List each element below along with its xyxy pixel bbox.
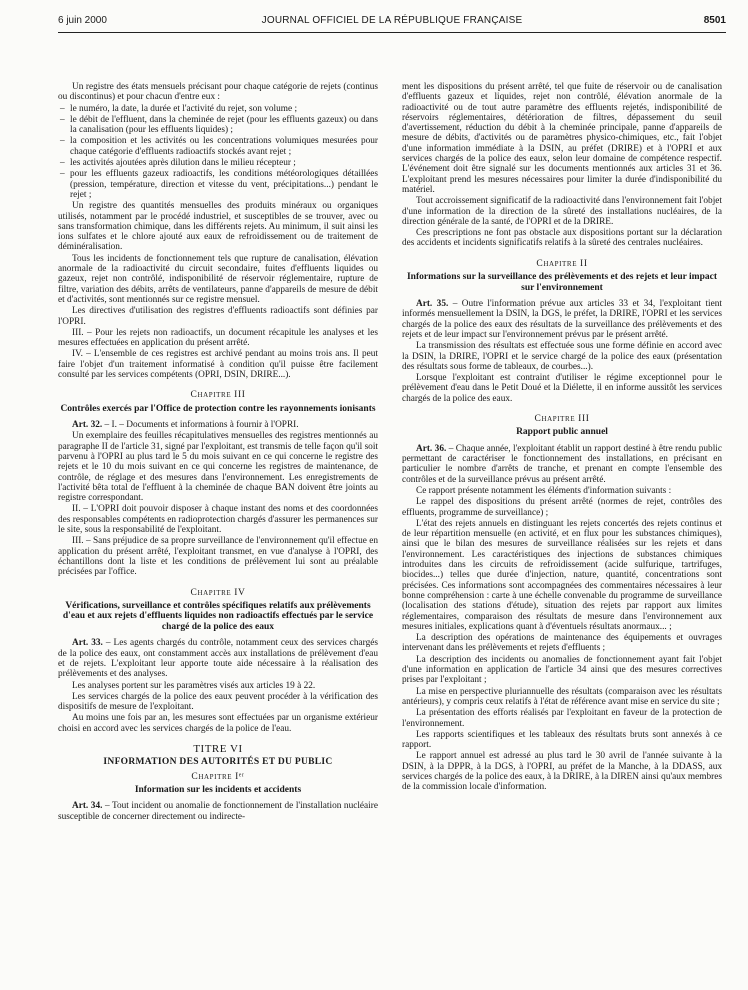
paragraph: La transmission des résultats est effectuée sous une forme définie en accord avec la DSIN, la DRIRE, l'OPRI et le service chargé de la police des eaux (présentation des résultats sous forme de tableaux, de courbes...). bbox=[402, 341, 722, 372]
header-date: 6 juin 2000 bbox=[58, 15, 107, 26]
paragraph: Un exemplaire des feuilles récapitulatives mensuelles des registres mentionnés au paragraphe II de l'article 31, signé par l'exploitant, est transmis de telle façon qu'il soit parvenu à l'OPRI au plus tard le 5 du mois suivant en ce qui concerne le registre des rejets et le 10 du mois suivant en ce qui concerne les registres de maintenance, de contrôle, de réglage et des mesures dans l'environnement. Les enregistrements de l'activité bêta total de l'effluent à la cheminée de chaque BAN doivent être joints au registre correspondant. bbox=[58, 431, 378, 504]
title-heading: TITRE VI bbox=[193, 743, 243, 756]
article-label: Art. 34. bbox=[72, 801, 103, 812]
header-rule bbox=[58, 32, 726, 33]
paragraph: ment les dispositions du présent arrêté, tel que fuite de réservoir ou de canalisation d'effluents gazeux et liquides, rejet non contrôlé, élévation anormale de la radioactivité ou de tout autre paramètre des effluents rejetés, indisponibilité de réservoirs réglementaires, détérioration de filtres, dépassement du seuil d'avertissement, réduction du débit à la cheminée principale, panne d'appareils de mesure de débits, d'activités ou de paramètres physico-chimiques, etc., fait l'objet d'une information immédiate à la DSIN, au préfet (DRIRE) et à l'OPRI et aux services chargés de la police des eaux, selon leur domaine de compétence respectif. L'événement doit être signalé sur les documents mentionnés aux articles 31 et 36. L'exploitant prend les mesures nécessaires pour limiter la durée d'indisponibilité du matériel. bbox=[402, 82, 722, 195]
article-text: – Chaque année, l'exploitant établit un rapport destiné à être rendu public permettant de caractériser le fonctionnement des installations, en précisant en particulier le nombre d'arrêts de tranche, et prenant en compte l'ensemble des contrôles et de la surveillance prévus au présent arrêté. bbox=[402, 443, 722, 485]
paragraph: Le rappel des dispositions du présent arrêté (normes de rejet, contrôles des effluents, programme de surveillance) ; bbox=[402, 497, 722, 518]
chapter-title: Information sur les incidents et accidents bbox=[134, 784, 302, 795]
list-item: – le numéro, la date, la durée et l'activité du rejet, son volume ; bbox=[58, 104, 378, 114]
page-header bbox=[58, 13, 726, 29]
paragraph: Tout accroissement significatif de la radioactivité dans l'environnement fait l'objet d'une information de la direction de la sûreté des installations nucléaires, de la direction générale de la santé, de l'OPRI et de la DRIRE. bbox=[402, 196, 722, 227]
article-35 bbox=[402, 299, 722, 340]
article-label: Art. 32. bbox=[72, 420, 103, 431]
paragraph: III. – Sans préjudice de sa propre surveillance de l'environnement qu'il effectue en application du présent arrêté, l'exploitant transmet, en vue d'analyse à l'OPRI, des échantillons dont la liste et les conditions de prélèvement lui sont au préalable précisées par l'office. bbox=[58, 536, 378, 578]
paragraph: IV. – L'ensemble de ces registres est archivé pendant au moins trois ans. Il peut faire l'objet d'un traitement informatisé à condition qu'il puisse être facilement consulté par les services compétents (OPRI, DSIN, DRIRE...). bbox=[58, 349, 378, 381]
title-subheading: INFORMATION DES AUTORITÉS ET DU PUBLIC bbox=[103, 757, 333, 768]
article-33 bbox=[58, 638, 378, 679]
chapter-title: Informations sur la surveillance des prélèvements et des rejets et leur impact sur l'environnement bbox=[406, 272, 718, 293]
article-36 bbox=[402, 444, 722, 485]
article-32 bbox=[58, 420, 378, 430]
paragraph: II. – L'OPRI doit pouvoir disposer à chaque instant des noms et des coordonnées des responsables compétents en radioprotection chargés d'assurer les permanences sur le site, sous la responsabilité de l'exploitant. bbox=[58, 504, 378, 536]
paragraph: Au moins une fois par an, les mesures sont effectuées par un organisme extérieur choisi en accord avec les services chargés de la police de l'eau. bbox=[58, 713, 378, 734]
list-item: – les activités ajoutées après dilution dans le milieu récepteur ; bbox=[58, 158, 378, 168]
page-number: 8501 bbox=[703, 15, 726, 26]
paragraph: Tous les incidents de fonctionnement tels que rupture de canalisation, élévation anormale de la radioactivité du circuit secondaire, fuites d'effluents liquides ou gazeux, rejet non contrôlé, indisponibilité de réservoir réglementaire, rupture de filtre, variation des débits, arrêts de ventilateurs, panne d'appareils de mesure de débit et d'activités, sont mentionnés sur ce registre mensuel. bbox=[58, 253, 378, 305]
article-text: – Les agents chargés du contrôle, notamment ceux des services chargés de la police des eaux, ont constamment accès aux installations de prélèvement d'eau et de rejets. L'exploitant leur apporte toute aide nécessaire à la réalisation des prélèvements et des analyses. bbox=[58, 638, 378, 680]
left-column bbox=[58, 82, 378, 982]
article-text: – Tout incident ou anomalie de fonctionnement de l'installation nucléaire susceptible de concerner directement ou indirecte- bbox=[58, 801, 378, 822]
paragraph: Un registre des quantités mensuelles des produits minéraux ou organiques utilisés, notamment par le procédé industriel, et susceptibles de se trouver, avec ou sans transformation chimique, dans les différents rejets. Au minimum, il suit ainsi les ions sulfates et le chlore ajouté aux eaux de refroidissement ou de traitement de déminéralisation. bbox=[58, 201, 378, 253]
article-label: Art. 33. bbox=[72, 638, 103, 649]
paragraph: L'état des rejets annuels en distinguant les rejets concertés des rejets continus et de leur répartition mensuelle (en activité, et en flux pour les substances chimiques), ainsi que le bilan des mesures de surveillance réalisées sur les rejets et dans l'environnement. Les caractéristiques des injections de substances chimiques introduites dans les circuits de refroidissement (acide sulfurique, tartrifuges, biocides...) telles que durée d'injection, nature, quantité, concentrations sont précisées. Ces informations sont accompagnées des commentaires nécessaires à leur bonne compréhension : carte à une échelle convenable du programme de surveillance (localisation des stations d'étude), situation des rejets par rapport aux limites réglementaires, comparaison des résultats de mesure dans l'environnement aux mesures initiales, explications quant à d'éventuels résultats anormaux... ; bbox=[402, 518, 722, 632]
right-column bbox=[402, 82, 722, 982]
list-item: – le débit de l'effluent, dans la cheminée de rejet (pour les effluents gazeux) ou dans la canalisation (pour les effluents liquides) ; bbox=[58, 115, 378, 136]
paragraph: Ces prescriptions ne font pas obstacle aux dispositions portant sur la déclaration des accidents et incidents significatifs relatifs à la sûreté des centrales nucléaires. bbox=[402, 228, 722, 249]
paragraph: La présentation des efforts réalisés par l'exploitant en faveur de la protection de l'environnement. bbox=[402, 708, 722, 729]
chapter-title: Rapport public annuel bbox=[516, 427, 608, 438]
paragraph: Ce rapport présente notamment les éléments d'information suivants : bbox=[416, 486, 672, 496]
chapter-heading: Chapitre Iᵉʳ bbox=[191, 771, 245, 782]
paragraph: La description des opérations de maintenance des équipements et ouvrages intervenant dans les prélèvements et rejets d'effluents ; bbox=[402, 633, 722, 654]
paragraph: La description des incidents ou anomalies de fonctionnement ayant fait l'objet d'une information en application de l'article 34 ainsi que des mesures correctives prises par l'exploitant ; bbox=[402, 654, 722, 686]
article-34 bbox=[58, 801, 378, 822]
list-item: – la composition et les activités ou les concentrations volumiques mesurées pour chaque catégorie d'effluents radioactifs stockés avant rejet ; bbox=[58, 136, 378, 157]
paragraph: Un registre des états mensuels précisant pour chaque catégorie de rejets (continus ou discontinus) et pour chacun d'entre eux : bbox=[58, 82, 378, 103]
chapter-heading: Chapitre II bbox=[536, 258, 588, 269]
paragraph: La mise en perspective pluriannuelle des résultats (comparaison avec les résultats antérieurs), y compris ceux relatifs à l'état de référence avant mise en service du site ; bbox=[402, 686, 722, 707]
paragraph: III. – Pour les rejets non radioactifs, un document récapitule les analyses et les mesures effectuées en application du présent arrêté. bbox=[58, 327, 378, 349]
chapter-heading: Chapitre IV bbox=[190, 587, 246, 598]
paragraph: Lorsque l'exploitant est contraint d'utiliser le régime exceptionnel pour le prélèvement d'eau dans le Petit Doué et la Diélette, il en informe aussitôt les services chargés de la police des eaux. bbox=[402, 373, 722, 404]
chapter-heading: Chapitre III bbox=[534, 414, 590, 425]
chapter-title: Vérifications, surveillance et contrôles spécifiques relatifs aux prélèvements d'eau et aux rejets d'effluents liquides non radioactifs effectués par le service chargé de la police des eaux bbox=[62, 600, 374, 632]
article-text: – Outre l'information prévue aux articles 33 et 34, l'exploitant tient informés mensuellement la DSIN, la DGS, le préfet, la DRIRE, l'OPRI et les services chargés de la police des eaux des résultats de la surveillance des prélèvements et des rejets et de leur impact sur l'environnement prévus par le présent arrêté. bbox=[402, 299, 722, 340]
list-item: – pour les effluents gazeux radioactifs, les conditions météorologiques détaillées (pression, température, direction et vitesse du vent, précipitations...) pendant le rejet ; bbox=[58, 169, 378, 200]
paragraph: Les analyses portent sur les paramètres visés aux articles 19 à 22. bbox=[72, 680, 316, 691]
article-label: Art. 35. bbox=[416, 299, 449, 310]
paragraph: Les rapports scientifiques et les tableaux des résultats bruts sont annexés à ce rapport. bbox=[402, 729, 722, 751]
article-label: Art. 36. bbox=[416, 443, 447, 454]
paragraph: Le rapport annuel est adressé au plus tard le 30 avril de l'année suivante à la DSIN, à la DPPR, à la DGS, à l'OPRI, au préfet de la Manche, à la DDASS, aux services chargés de la police des eaux, à la DRIRE, à la DIREN ainsi qu'aux membres de la commission locale d'information. bbox=[402, 751, 722, 793]
paragraph: Les services chargés de la police des eaux peuvent procéder à la vérification des dispositifs de mesure de l'exploitant. bbox=[58, 691, 378, 713]
chapter-title: Contrôles exercés par l'Office de protection contre les rayonnements ionisants bbox=[60, 403, 376, 414]
journal-title: JOURNAL OFFICIEL DE LA RÉPUBLIQUE FRANÇAISE bbox=[261, 15, 523, 26]
article-text: – I. – Documents et informations à fournir à l'OPRI. bbox=[102, 420, 299, 431]
chapter-heading: Chapitre III bbox=[190, 390, 246, 401]
paragraph: Les directives d'utilisation des registres d'effluents radioactifs sont définies par l'OPRI. bbox=[58, 306, 378, 327]
